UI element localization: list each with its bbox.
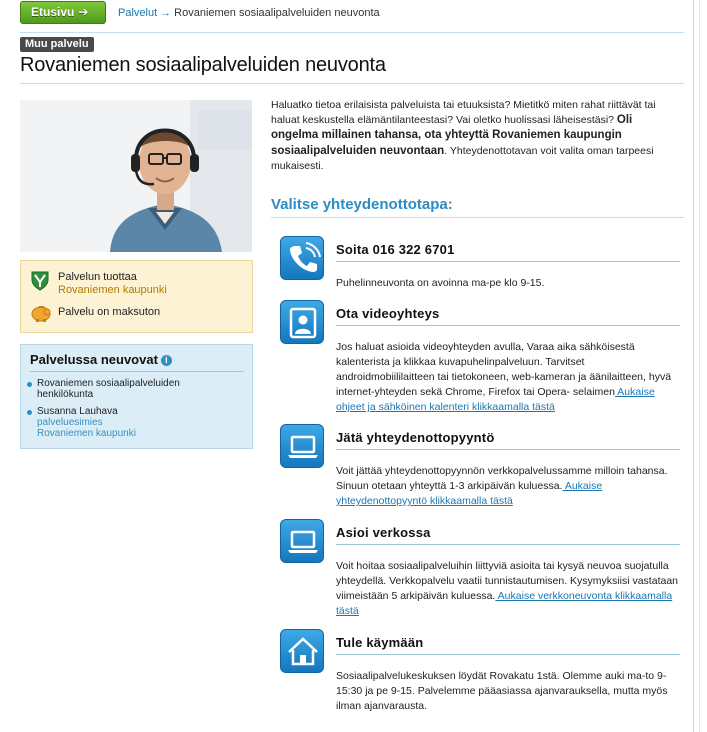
breadcrumb-separator: → — [160, 7, 172, 19]
top-navigation — [20, 0, 684, 30]
advisor-name: Rovaniemen sosiaalipalveluiden — [37, 378, 180, 389]
option-title[interactable]: Jätä yhteydenottopyyntö — [336, 430, 495, 445]
advisors-box — [20, 344, 253, 449]
option-title[interactable]: Asioi verkossa — [336, 525, 431, 540]
option-description: Puhelinneuvonta on avoinna ma-pe klo 9-15. — [336, 277, 545, 289]
home-button[interactable] — [20, 1, 106, 24]
producer-row — [30, 270, 167, 296]
option-text — [336, 669, 680, 714]
advisor-item — [37, 406, 136, 439]
laptop-icon — [280, 519, 324, 563]
option-text — [336, 464, 680, 509]
contact-option-request — [280, 424, 680, 514]
window-edge — [693, 0, 707, 732]
breadcrumb-current: Rovaniemen sosiaalipalveluiden neuvonta — [174, 7, 380, 19]
piggy-bank-icon — [30, 303, 52, 323]
option-text — [336, 276, 680, 291]
divider — [271, 217, 684, 218]
shield-icon — [30, 270, 50, 292]
contact-option-visit — [280, 629, 680, 719]
video-contact-icon — [280, 300, 324, 344]
divider — [336, 544, 680, 545]
divider — [336, 449, 680, 450]
producer-label: Palvelun tuottaa — [58, 271, 137, 283]
page-title: Rovaniemen sosiaalipalveluiden neuvonta — [20, 54, 386, 76]
info-icon[interactable]: i — [161, 355, 172, 366]
option-text — [336, 559, 680, 619]
advisors-heading — [30, 352, 172, 367]
option-title[interactable]: Tule käymään — [336, 635, 424, 650]
option-description: Sosiaalipalvelukeskuksen löydät Rovakatu 1stä. Olemme auki ma-to 9-15:30 ja pe 9-15. Palvelemme pääasiassa ajanvarauksella, mutta myös ilman ajanvarausta. — [336, 670, 668, 712]
option-description: Jos haluat asioida videoyhteyden avulla, Varaa aika sähköisestä kalenterista ja klikkaa kuvapuhelinpalveluun. Tarvitset androidmobiililaitteen tai tietokoneen, web-kameran ja äänilaitteen, hyvä internet-yhteyden sekä Chrome, Firefox tai Opera- selaimen — [336, 341, 672, 398]
divider — [336, 325, 680, 326]
intro-bold: Oli ongelma millainen tahansa, ota yhteyttä Rovaniemen kaupungin sosiaalipalveluiden neuvontaan — [271, 114, 633, 157]
contact-option-video — [280, 300, 680, 420]
advisor-item — [37, 378, 180, 400]
fee-text: Palvelu on maksuton — [58, 306, 161, 318]
divider — [20, 32, 684, 33]
option-text — [336, 340, 680, 415]
divider — [336, 654, 680, 655]
divider — [20, 83, 684, 84]
option-title[interactable]: Ota videoyhteys — [336, 306, 440, 321]
intro-part: . Yhteydenottotavan voit valita oman tarpeesi mukaisesti. — [271, 144, 654, 172]
advisor-name-cont: henkilökunta — [37, 389, 94, 400]
advisor-name: Susanna Lauhava — [37, 406, 118, 417]
advisor-role: palveluesimies — [37, 417, 103, 428]
advisors-heading-text: Palvelussa neuvovat — [30, 352, 158, 367]
fee-row — [30, 303, 161, 326]
house-icon — [280, 629, 324, 673]
phone-icon — [280, 236, 324, 280]
service-type-badge: Muu palvelu — [20, 37, 94, 52]
advisor-org: Rovaniemen kaupunki — [37, 428, 136, 439]
contact-option-online — [280, 519, 680, 619]
breadcrumb — [118, 7, 380, 19]
advisor-photo — [20, 100, 252, 252]
contact-option-phone — [280, 236, 680, 296]
option-description: Voit jättää yhteydenottopyynnön verkkopalvelussamme milloin tahansa. Sinuun otetaan yhteyttä 1-3 arkipäivän kuluessa. — [336, 465, 668, 492]
home-button-label: Etusivu — [31, 5, 75, 19]
divider — [336, 261, 680, 262]
contact-method-heading: Valitse yhteydenottotapa: — [271, 196, 453, 213]
open-online-service-link[interactable]: Aukaise verkkoneuvonta klikkaamalla tästä — [336, 590, 673, 617]
producer-name: Rovaniemen kaupunki — [58, 284, 167, 296]
open-calendar-link[interactable]: Aukaise ohjeet ja sähköinen kalenteri klikkaamalla tästä — [336, 386, 655, 413]
intro-part: Haluatko tietoa erilaisista palveluista tai etuuksista? Mietitkö miten rahat riittävät tai haluat keskustella elämäntilanteestasi? Vai oletko huolissasi läheisestäsi? — [271, 99, 656, 127]
option-title[interactable]: Soita 016 322 6701 — [336, 242, 455, 257]
breadcrumb-link-palvelut[interactable]: Palvelut — [118, 7, 158, 19]
service-producer-box — [20, 260, 253, 333]
arrow-right-icon: ➔ — [78, 5, 89, 19]
open-contact-request-link[interactable]: Aukaise yhteydenottopyyntö klikkaamalla tästä — [336, 480, 603, 507]
divider — [30, 371, 244, 372]
intro-text — [271, 98, 671, 174]
laptop-icon — [280, 424, 324, 468]
option-description: Voit hoitaa sosiaalipalveluihin liittyviä asioita tai kysyä neuvoa suojatulla yhteydellä. Verkkopalvelu vaatii tunnistautumisen. Kysymyksiisi vastataan viimeistään 5 arkipäivän kuluessa. — [336, 560, 678, 602]
